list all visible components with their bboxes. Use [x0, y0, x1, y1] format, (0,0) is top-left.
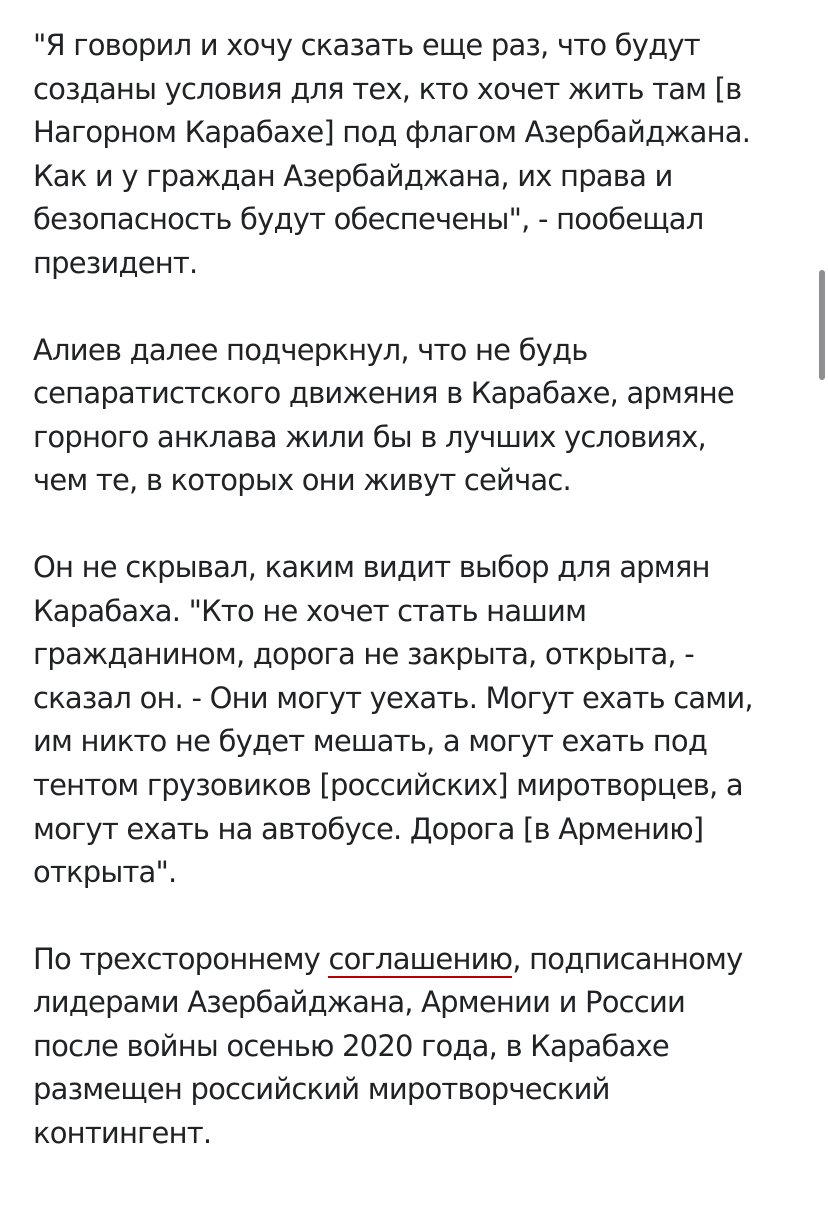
text-line: Он не скрывал, каким видит выбор для армян — [33, 549, 710, 584]
text-line: сепаратистского движения в Карабахе, армяне — [33, 376, 734, 411]
text-line: открыта". — [33, 855, 177, 890]
article-paragraph-4 — [33, 938, 798, 1156]
text-line: Алиев далее подчеркнул, что не будь — [33, 332, 588, 367]
text-line: президент. — [33, 245, 198, 280]
text-line: Нагорном Карабахе] под флагом Азербайджана. — [33, 115, 751, 150]
agreement-link[interactable]: соглашению — [328, 941, 513, 976]
text-line: гражданином, дорога не закрыта, открыта, - — [33, 637, 694, 672]
vertical-scrollbar[interactable] — [814, 0, 828, 1219]
text-line-with-link — [33, 938, 798, 982]
text-line: чем те, в которых они живут сейчас. — [33, 463, 571, 498]
text-line: Как и у граждан Азербайджана, их права и — [33, 158, 673, 193]
text-line: созданы условия для тех, кто хочет жить там [в — [33, 71, 742, 106]
text-line: "Я говорил и хочу сказать еще раз, что будут — [33, 28, 700, 62]
text-fragment: По трехстороннему — [33, 941, 329, 976]
text-line: лидерами Азербайджана, Армении и России — [33, 985, 686, 1020]
text-line: им никто не будет мешать, а могут ехать под — [33, 724, 708, 759]
text-line: могут ехать на автобусе. Дорога [в Армению] — [33, 811, 704, 846]
article-paragraph-1 — [33, 24, 798, 286]
text-line: после войны осенью 2020 года, в Карабахе — [33, 1028, 669, 1063]
text-line: тентом грузовиков [российских] миротворцев, а — [33, 767, 743, 802]
text-line: Карабаха. "Кто не хочет стать нашим — [33, 593, 587, 628]
text-line: горного анклава жили бы в лучших условиях, — [33, 419, 706, 454]
article-paragraph-3 — [33, 546, 798, 895]
text-line: сказал он. - Они могут уехать. Могут ехать сами, — [33, 680, 753, 715]
text-line: безопасность будут обеспечены", - пообещал — [33, 202, 704, 237]
text-line: размещен российский миротворческий — [33, 1072, 610, 1107]
article-paragraph-2 — [33, 329, 798, 503]
article-body — [33, 24, 798, 1199]
scrollbar-thumb[interactable] — [819, 270, 825, 380]
text-line: контингент. — [33, 1116, 212, 1151]
text-fragment: , подписанному — [512, 941, 743, 976]
